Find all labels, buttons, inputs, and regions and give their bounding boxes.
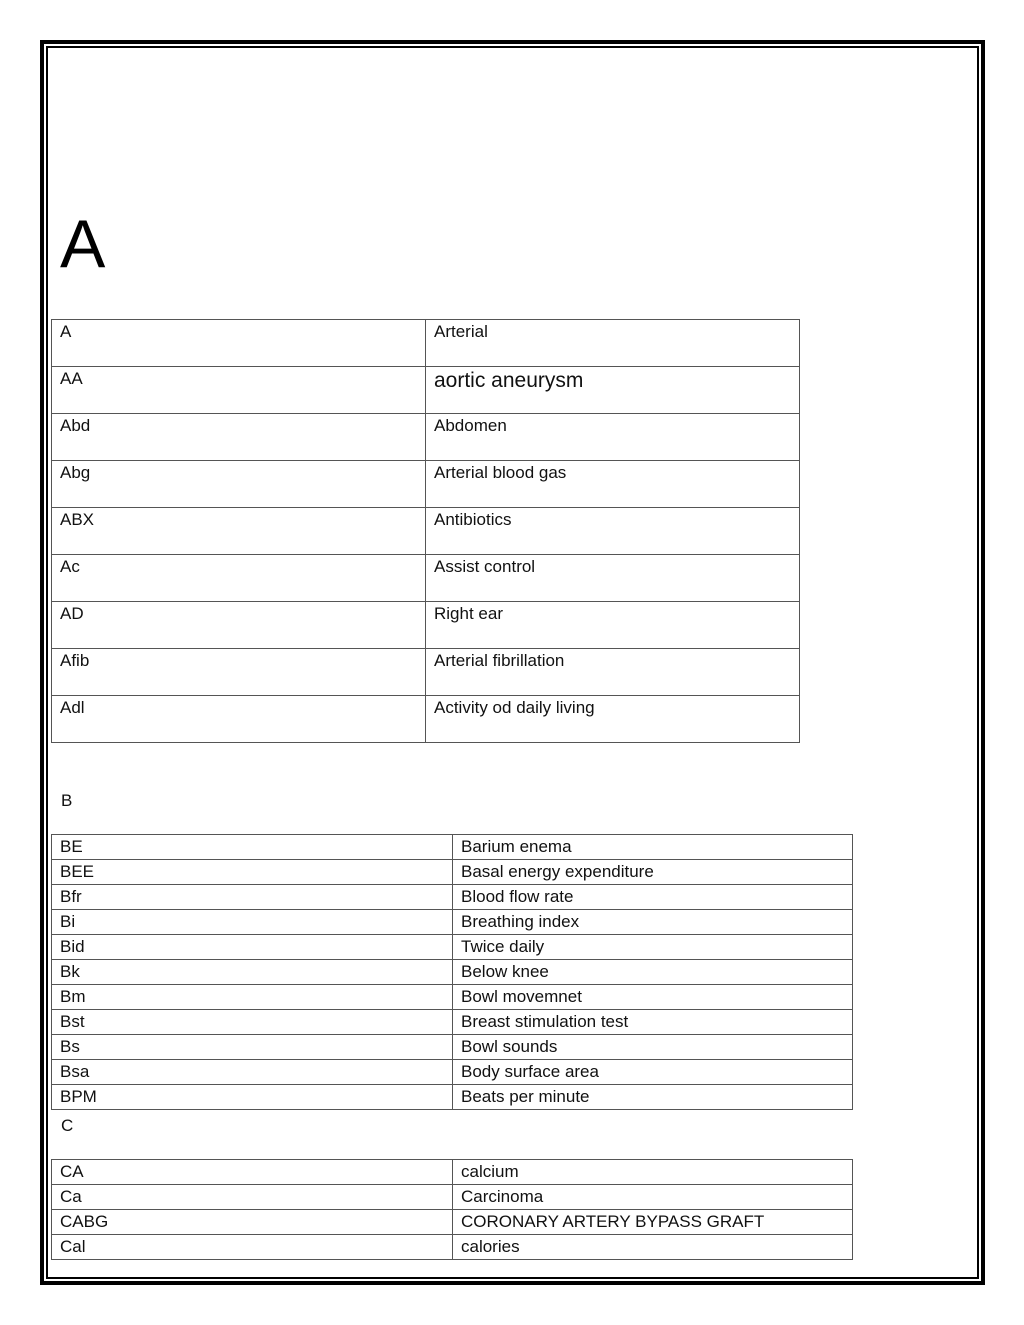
meaning-cell: Below knee <box>453 960 853 985</box>
table-row <box>52 1060 853 1085</box>
table-row <box>52 649 800 696</box>
meaning-cell: Arterial <box>426 320 800 367</box>
abbreviation-cell: Abg <box>52 461 426 508</box>
meaning-cell: Arterial blood gas <box>426 461 800 508</box>
abbreviation-cell: AD <box>52 602 426 649</box>
table-row <box>52 1160 853 1185</box>
abbreviation-cell: CABG <box>52 1210 453 1235</box>
meaning-cell: Assist control <box>426 555 800 602</box>
meaning-cell: Body surface area <box>453 1060 853 1085</box>
table-row <box>52 1210 853 1235</box>
abbreviation-cell: Bst <box>52 1010 453 1035</box>
section-label-c: C <box>61 1116 74 1135</box>
table-row <box>52 1185 853 1210</box>
table-row <box>52 860 853 885</box>
table-row <box>52 367 800 414</box>
meaning-cell: aortic aneurysm <box>426 367 800 414</box>
abbreviation-cell: Bm <box>52 985 453 1010</box>
meaning-cell: Abdomen <box>426 414 800 461</box>
abbreviation-cell: A <box>52 320 426 367</box>
abbreviation-cell: Abd <box>52 414 426 461</box>
meaning-cell: Right ear <box>426 602 800 649</box>
abbreviation-cell: CA <box>52 1160 453 1185</box>
abbreviation-table-a <box>51 319 800 743</box>
meaning-cell: Barium enema <box>453 835 853 860</box>
table-row <box>52 1085 853 1110</box>
table-row <box>52 461 800 508</box>
section-heading-a: A <box>60 206 106 282</box>
table-row <box>52 602 800 649</box>
table-row <box>52 960 853 985</box>
meaning-cell: CORONARY ARTERY BYPASS GRAFT <box>453 1210 853 1235</box>
abbreviation-cell: Adl <box>52 696 426 743</box>
abbreviation-cell: AA <box>52 367 426 414</box>
table-row <box>52 1235 853 1260</box>
abbreviation-cell: Bid <box>52 935 453 960</box>
abbreviation-cell: Bi <box>52 910 453 935</box>
meaning-cell: Blood flow rate <box>453 885 853 910</box>
table-row <box>52 1010 853 1035</box>
meaning-cell: Basal energy expenditure <box>453 860 853 885</box>
abbreviation-cell: Bsa <box>52 1060 453 1085</box>
abbreviation-cell: Afib <box>52 649 426 696</box>
abbreviation-cell: ABX <box>52 508 426 555</box>
table-row <box>52 414 800 461</box>
table-row <box>52 835 853 860</box>
table-row <box>52 320 800 367</box>
abbreviation-cell: Ac <box>52 555 426 602</box>
abbreviation-table-b <box>51 834 853 1110</box>
abbreviation-cell: BPM <box>52 1085 453 1110</box>
table-row <box>52 985 853 1010</box>
meaning-cell: Bowl sounds <box>453 1035 853 1060</box>
meaning-cell: calcium <box>453 1160 853 1185</box>
table-row <box>52 508 800 555</box>
meaning-cell: Bowl movemnet <box>453 985 853 1010</box>
meaning-cell: Activity od daily living <box>426 696 800 743</box>
abbreviation-cell: Bk <box>52 960 453 985</box>
table-row <box>52 1035 853 1060</box>
abbreviation-cell: Bfr <box>52 885 453 910</box>
meaning-cell: Beats per minute <box>453 1085 853 1110</box>
meaning-cell: Twice daily <box>453 935 853 960</box>
abbreviation-cell: BE <box>52 835 453 860</box>
meaning-cell: calories <box>453 1235 853 1260</box>
meaning-cell: Arterial fibrillation <box>426 649 800 696</box>
table-row <box>52 910 853 935</box>
abbreviation-cell: BEE <box>52 860 453 885</box>
table-row <box>52 555 800 602</box>
meaning-cell: Breathing index <box>453 910 853 935</box>
table-row <box>52 935 853 960</box>
abbreviation-cell: Ca <box>52 1185 453 1210</box>
meaning-cell: Antibiotics <box>426 508 800 555</box>
meaning-cell: Carcinoma <box>453 1185 853 1210</box>
abbreviation-cell: Bs <box>52 1035 453 1060</box>
abbreviation-table-c <box>51 1159 853 1260</box>
meaning-cell: Breast stimulation test <box>453 1010 853 1035</box>
table-row <box>52 885 853 910</box>
section-label-b: B <box>61 791 73 810</box>
abbreviation-cell: Cal <box>52 1235 453 1260</box>
table-row <box>52 696 800 743</box>
